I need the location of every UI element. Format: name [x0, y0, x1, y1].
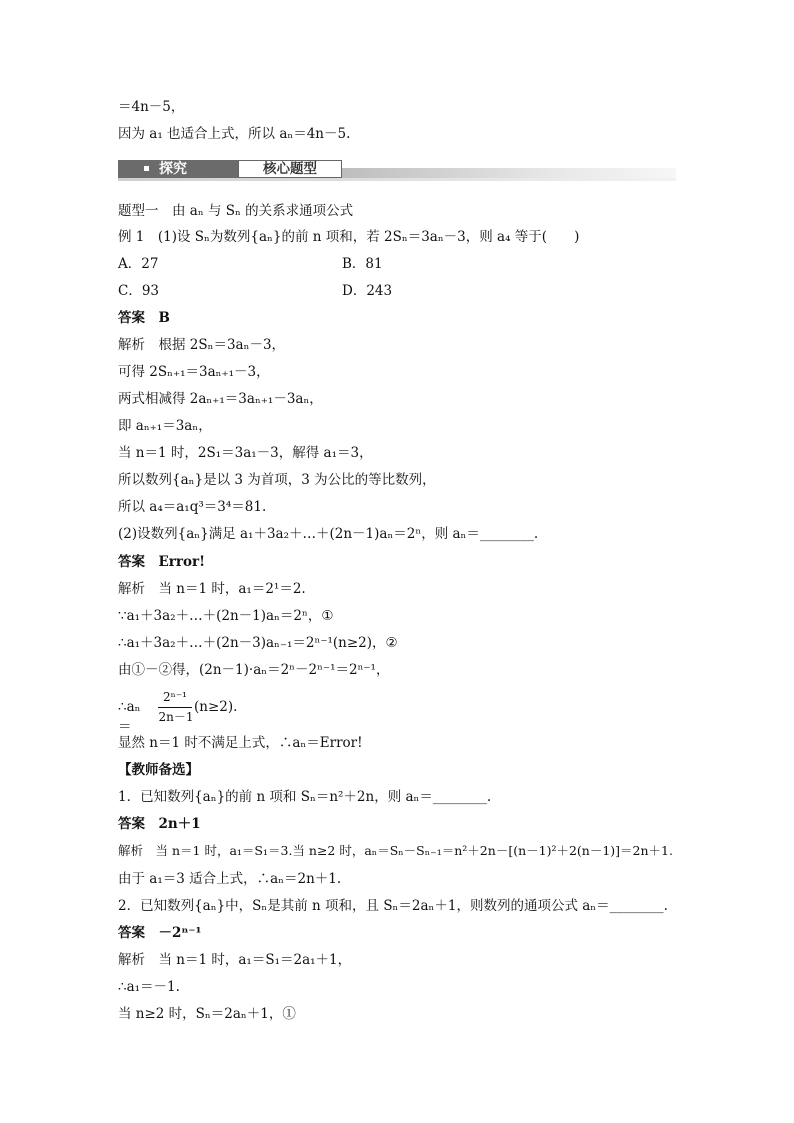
analysis-line: 解析 当 n＝1 时，a₁＝S₁＝3.当 n≥2 时，aₙ＝Sₙ－Sₙ₋₁＝n²＋2n－[(n－1)²＋2(n－1)]＝2n＋1. [118, 843, 673, 858]
text-line: 由于 a₁＝3 适合上式，∴aₙ＝2n＋1. [118, 871, 342, 887]
option-a: A．27 [118, 256, 159, 272]
fraction-prefix: ∴aₙ＝ [118, 699, 141, 735]
answer-line: 答案 －2ⁿ⁻¹ [118, 925, 202, 941]
square-bullet-icon [144, 166, 149, 171]
text-line: 即 aₙ₊₁＝3aₙ， [118, 418, 212, 434]
section-heading: 题型一 由 aₙ 与 Sₙ 的关系求通项公式 [118, 203, 354, 219]
example-question: 例 1 (1)设 Sₙ为数列{aₙ}的前 n 项和，若 2Sₙ＝3aₙ－3，则 a₄ 等于( ) [118, 229, 580, 245]
banner-label-explore: 探究 [118, 160, 238, 178]
fraction-denominator: 2n－1 [158, 710, 194, 724]
text-line: ∵a₁＋3a₂＋…＋(2n－1)aₙ＝2ⁿ，① [118, 608, 334, 624]
analysis-line: 解析 当 n＝1 时，a₁＝S₁＝2a₁＋1， [118, 952, 352, 968]
teacher-note-heading: 【教师备选】 [118, 762, 199, 778]
text-line: ∴a₁＋3a₂＋…＋(2n－3)aₙ₋₁＝2ⁿ⁻¹(n≥2)，② [118, 635, 398, 651]
analysis-line: 解析 根据 2Sₙ＝3aₙ－3， [118, 337, 286, 353]
text-line: ＝4n－5， [118, 99, 185, 115]
text-line: 所以数列{aₙ}是以 3 为首项，3 为公比的等比数列， [118, 472, 436, 488]
answer-line: 答案 Error! [118, 554, 206, 570]
practice-question: 2．已知数列{aₙ}中，Sₙ是其前 n 项和，且 Sₙ＝2aₙ＋1，则数列的通项公式 aₙ＝________. [118, 898, 668, 914]
banner-label-core: 核心题型 [238, 160, 342, 178]
option-c: C．93 [118, 283, 160, 299]
text-line: 所以 a₄＝a₁q³＝3⁴＝81. [118, 499, 267, 515]
section-banner [118, 160, 676, 182]
fraction-numerator: 2ⁿ⁻¹ [163, 690, 187, 704]
answer-line: 答案 B [118, 310, 170, 326]
text-line: 当 n≥2 时，Sₙ＝2aₙ＋1，① [118, 1006, 296, 1022]
text-line: 可得 2Sₙ₊₁＝3aₙ₊₁－3， [118, 364, 270, 380]
text-line: ∴a₁＝－1. [118, 979, 180, 995]
practice-question: 1．已知数列{aₙ}的前 n 项和 Sₙ＝n²＋2n，则 aₙ＝________. [118, 789, 492, 805]
analysis-line: 解析 当 n＝1 时，a₁＝2¹＝2. [118, 581, 306, 597]
answer-line: 答案 2n＋1 [118, 816, 201, 832]
text-line: 因为 a₁ 也适合上式，所以 aₙ＝4n－5. [118, 126, 351, 142]
text-line: 当 n＝1 时，2S₁＝3a₁－3，解得 a₁＝3， [118, 445, 373, 461]
text-line: 两式相减得 2aₙ₊₁＝3aₙ₊₁－3aₙ， [118, 391, 323, 407]
text-line: 显然 n＝1 时不满足上式，∴aₙ＝Error! [118, 735, 363, 751]
option-b: B．81 [342, 256, 383, 272]
fraction-suffix: (n≥2). [194, 699, 238, 715]
example-question: (2)设数列{aₙ}满足 a₁＋3a₂＋…＋(2n－1)aₙ＝2ⁿ，则 aₙ＝________. [118, 526, 539, 542]
option-d: D．243 [342, 283, 393, 299]
text-line: 由①－②得，(2n－1)·aₙ＝2ⁿ－2ⁿ⁻¹＝2ⁿ⁻¹， [118, 662, 390, 678]
